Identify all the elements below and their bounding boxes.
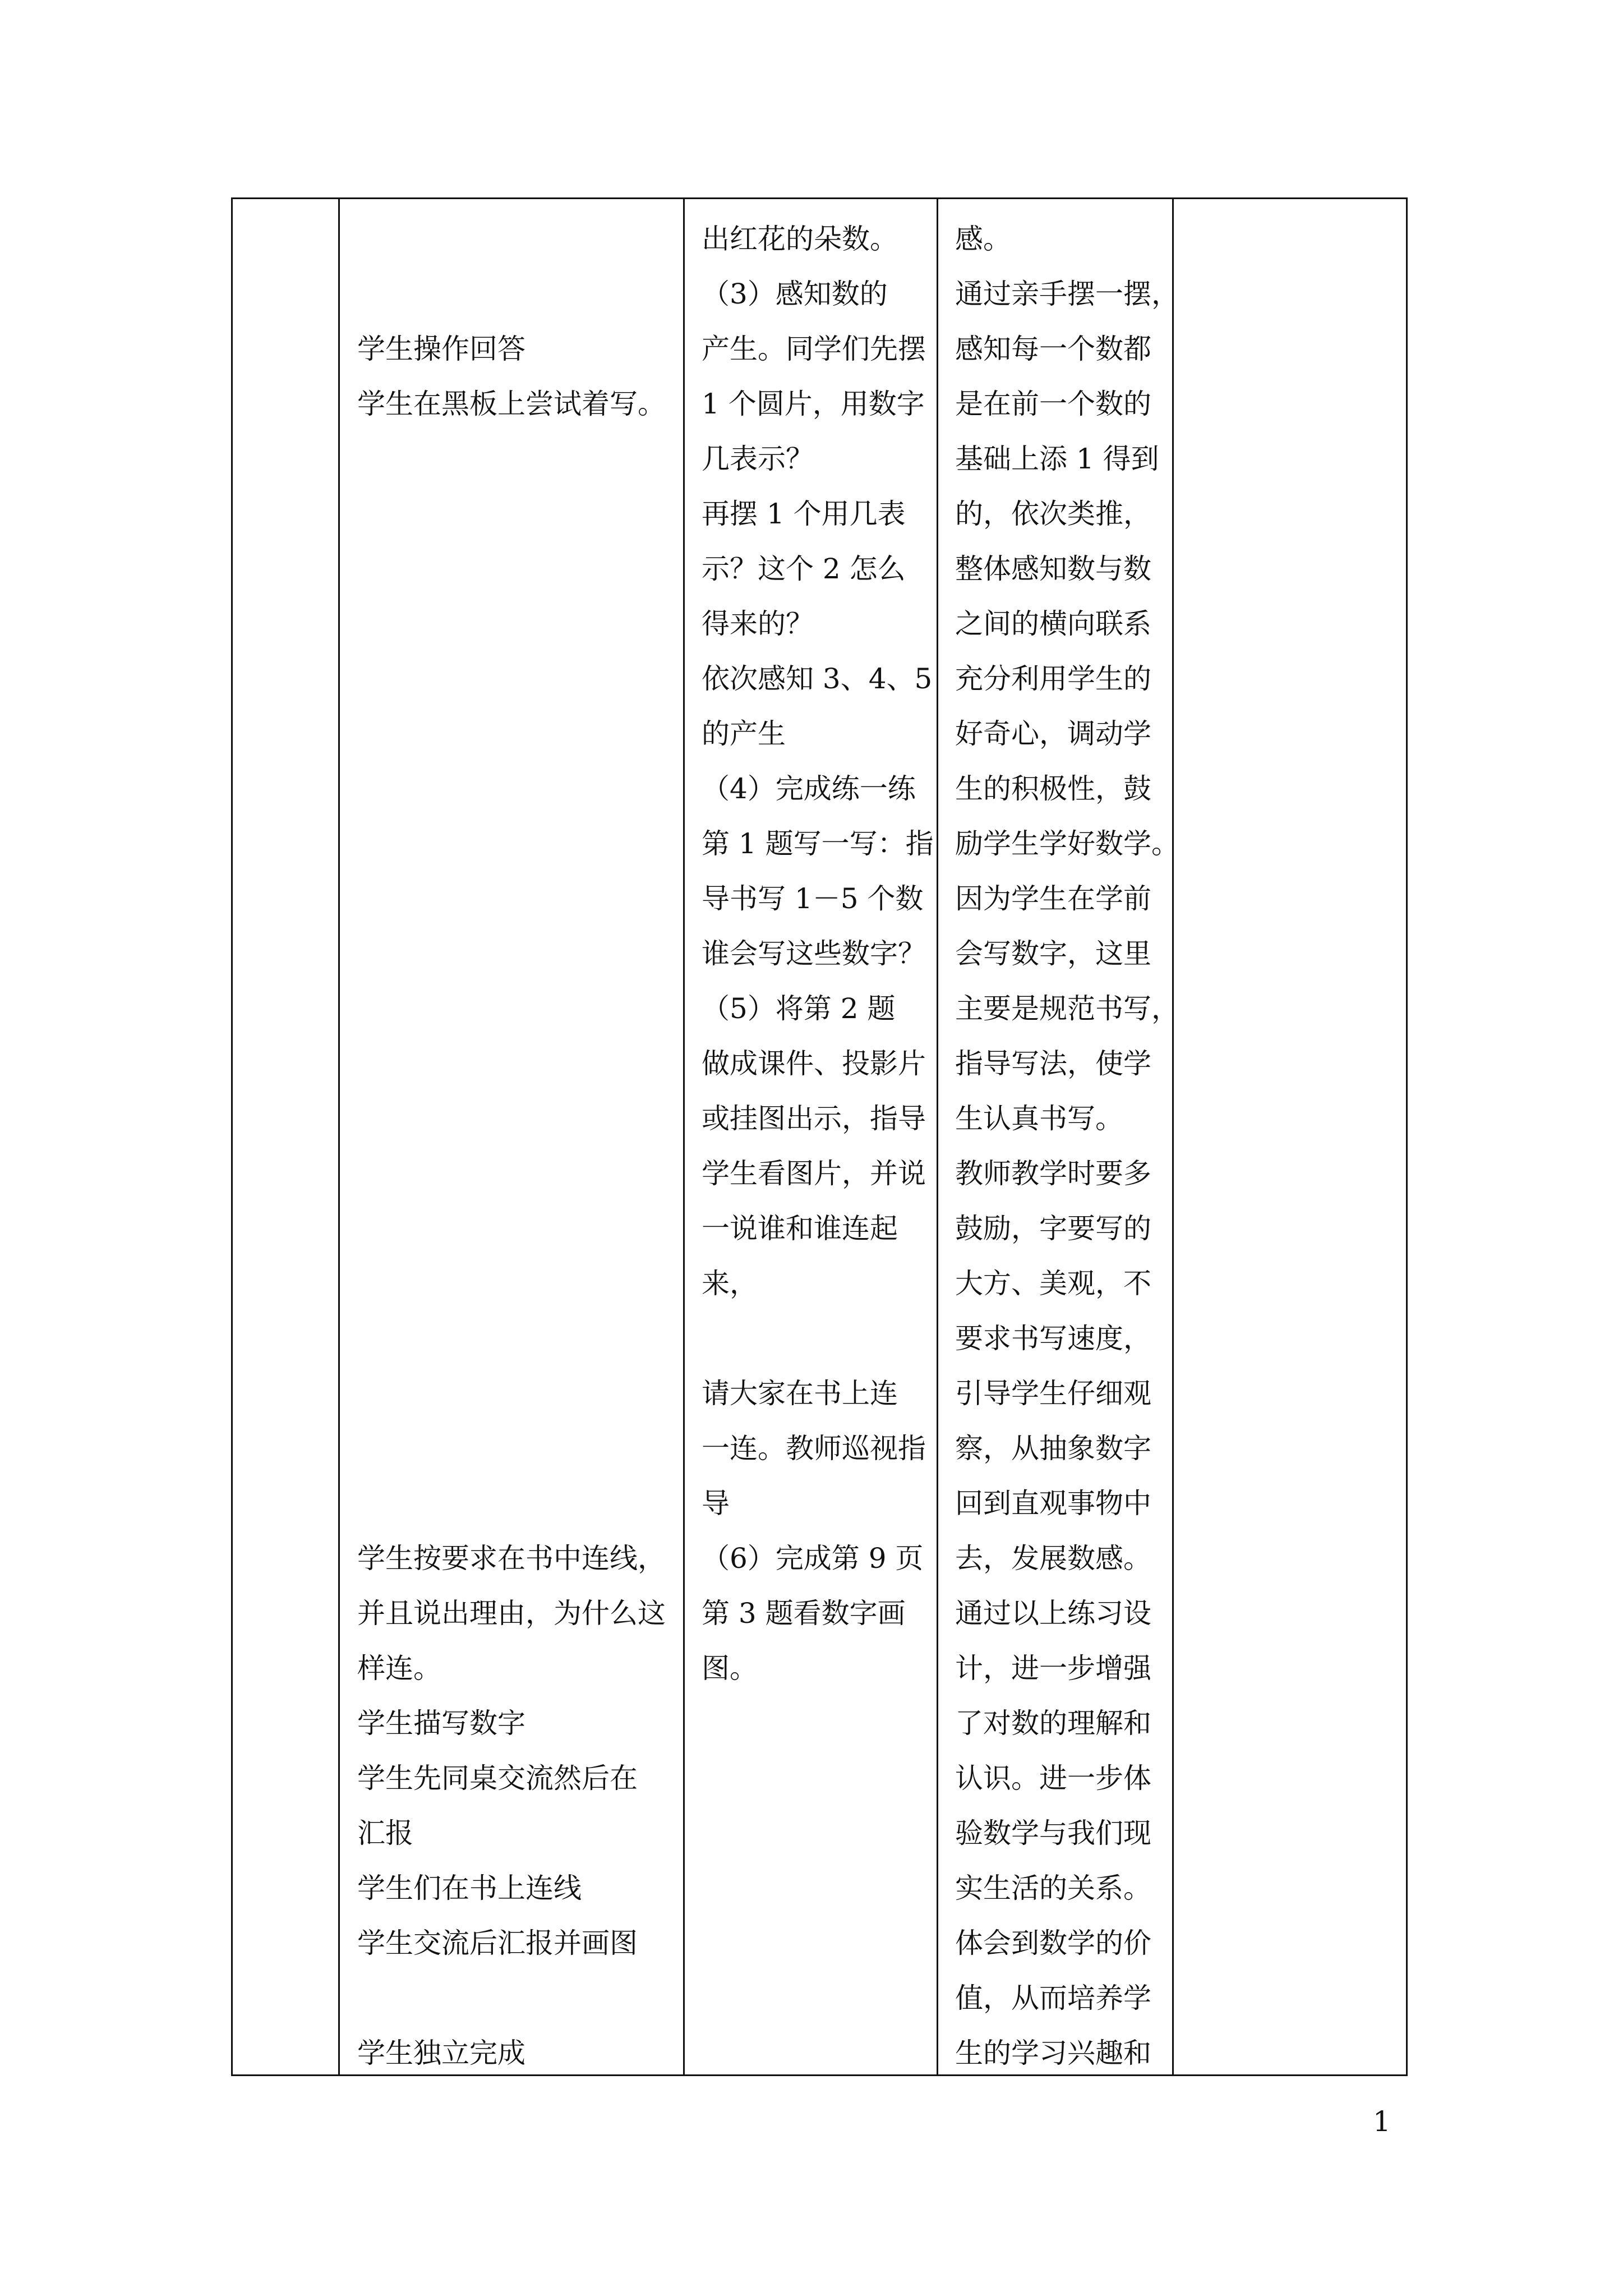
text-line: 察，从抽象数字 [955, 1432, 1151, 1465]
text-line: 第 3 题看数字画 [702, 1597, 906, 1630]
text-line: 主要是规范书写， [955, 992, 1179, 1025]
text-line: 生的学习兴趣和 [955, 2037, 1151, 2069]
text-line [357, 541, 666, 596]
text-line [357, 981, 666, 1036]
text-line: 几表示？ [702, 443, 814, 475]
text-line [357, 1311, 666, 1366]
text-line: 学生操作回答 [357, 333, 525, 365]
text-line [357, 596, 666, 651]
text-line: 学生交流后汇报并画图 [357, 1927, 638, 1959]
text-line [357, 266, 666, 321]
text-line: 学生们在书上连线 [357, 1872, 582, 1904]
text-line: 或挂图出示，指导 [702, 1102, 926, 1135]
text-line: 是在前一个数的 [955, 388, 1151, 420]
text-line [357, 486, 666, 541]
text-line: 励学生学好数学。 [955, 827, 1179, 860]
text-line [357, 1366, 666, 1421]
column-divider [683, 199, 685, 2074]
text-line [357, 1146, 666, 1201]
text-line: 再摆 1 个用几表 [702, 498, 906, 530]
text-line: 好奇心，调动学 [955, 717, 1151, 750]
text-line: 生认真书写。 [955, 1102, 1123, 1135]
student-activity-column [357, 211, 666, 2081]
column-divider [338, 199, 340, 2074]
text-line: 学生独立完成 [357, 2037, 525, 2069]
text-line: 值，从而培养学 [955, 1982, 1151, 2014]
text-line [357, 926, 666, 981]
lesson-plan-table [231, 197, 1408, 2076]
page-number: 1 [1373, 2105, 1391, 2138]
text-line: 学生先同桌交流然后在 [357, 1762, 638, 1795]
text-line: 请大家在书上连 [702, 1377, 898, 1410]
text-line: 依次感知 3、4、5 [702, 662, 933, 695]
text-line: 学生看图片，并说 [702, 1157, 926, 1190]
text-line: 汇报 [357, 1817, 413, 1849]
teacher-activity-column [702, 211, 934, 1696]
text-line [357, 1421, 666, 1476]
text-line: 要求书写速度， [955, 1322, 1151, 1355]
text-line: 通过亲手摆一摆， [955, 278, 1179, 310]
text-line: 大方、美观，不 [955, 1267, 1151, 1300]
text-line [702, 1311, 934, 1366]
text-line: 得来的？ [702, 608, 814, 640]
text-line: 计，进一步增强 [955, 1652, 1151, 1685]
text-line: 之间的横向联系 [955, 608, 1151, 640]
text-line: 导 [702, 1487, 730, 1520]
text-line [357, 1971, 666, 2026]
text-line: 回到直观事物中 [955, 1487, 1151, 1520]
text-line: 教师教学时要多 [955, 1157, 1151, 1190]
text-line [357, 816, 666, 871]
text-line: 去，发展数感。 [955, 1542, 1151, 1575]
text-line: 基础上添 1 得到 [955, 443, 1159, 475]
text-line: 一说谁和谁连起 [702, 1212, 898, 1245]
text-line: 整体感知数与数 [955, 553, 1151, 585]
text-line: 样连。 [357, 1652, 441, 1685]
text-line: 学生按要求在书中连线， [357, 1542, 666, 1575]
text-line [357, 1201, 666, 1256]
text-line: 通过以上练习设 [955, 1597, 1151, 1630]
text-line: 感。 [955, 223, 1011, 255]
text-line: 第 1 题写一写：指 [702, 827, 934, 860]
text-line: 验数学与我们现 [955, 1817, 1151, 1849]
text-line: 导书写 1－5 个数 [702, 882, 924, 915]
text-line [357, 1256, 666, 1311]
text-line: 充分利用学生的 [955, 662, 1151, 695]
text-line: 体会到数学的价 [955, 1927, 1151, 1959]
text-line: 示？这个 2 怎么 [702, 553, 906, 585]
text-line [357, 1091, 666, 1146]
text-line: 引导学生仔细观 [955, 1377, 1151, 1410]
text-line: 指导写法，使学 [955, 1047, 1151, 1080]
text-line: 生的积极性，鼓 [955, 772, 1151, 805]
text-line: 鼓励，字要写的 [955, 1212, 1151, 1245]
text-line [357, 706, 666, 761]
text-line: 的产生 [702, 717, 786, 750]
text-line [357, 431, 666, 486]
text-line: 学生在黑板上尝试着写。 [357, 388, 666, 420]
text-line: （4）完成练一练 [702, 772, 916, 805]
text-line: 的，依次类推， [955, 498, 1151, 530]
text-line: 并且说出理由，为什么这 [357, 1597, 666, 1630]
text-line: 会写数字，这里 [955, 937, 1151, 970]
text-line: 图。 [702, 1652, 758, 1685]
text-line: 实生活的关系。 [955, 1872, 1151, 1904]
text-line [357, 1036, 666, 1091]
text-line: 感知每一个数都 [955, 333, 1151, 365]
text-line: 谁会写这些数字？ [702, 937, 926, 970]
text-line [357, 211, 666, 266]
text-line: 来， [702, 1267, 758, 1300]
text-line: 出红花的朵数。 [702, 223, 898, 255]
text-line [357, 871, 666, 926]
text-line: 1 个圆片，用数字 [702, 388, 925, 420]
text-line [357, 651, 666, 706]
text-line: （3）感知数的 [702, 278, 888, 310]
text-line: 做成课件、投影片 [702, 1047, 926, 1080]
text-line: （5）将第 2 题 [702, 992, 896, 1025]
text-line: 学生描写数字 [357, 1707, 525, 1740]
text-line: 认识。进一步体 [955, 1762, 1151, 1795]
text-line: （6）完成第 9 页 [702, 1542, 924, 1575]
text-line [357, 1476, 666, 1531]
column-divider [937, 199, 938, 2074]
text-line: 因为学生在学前 [955, 882, 1151, 915]
design-intent-column [955, 211, 1179, 2081]
text-line [357, 761, 666, 816]
text-line: 产生。同学们先摆 [702, 333, 926, 365]
text-line: 了对数的理解和 [955, 1707, 1151, 1740]
text-line: 一连。教师巡视指 [702, 1432, 926, 1465]
